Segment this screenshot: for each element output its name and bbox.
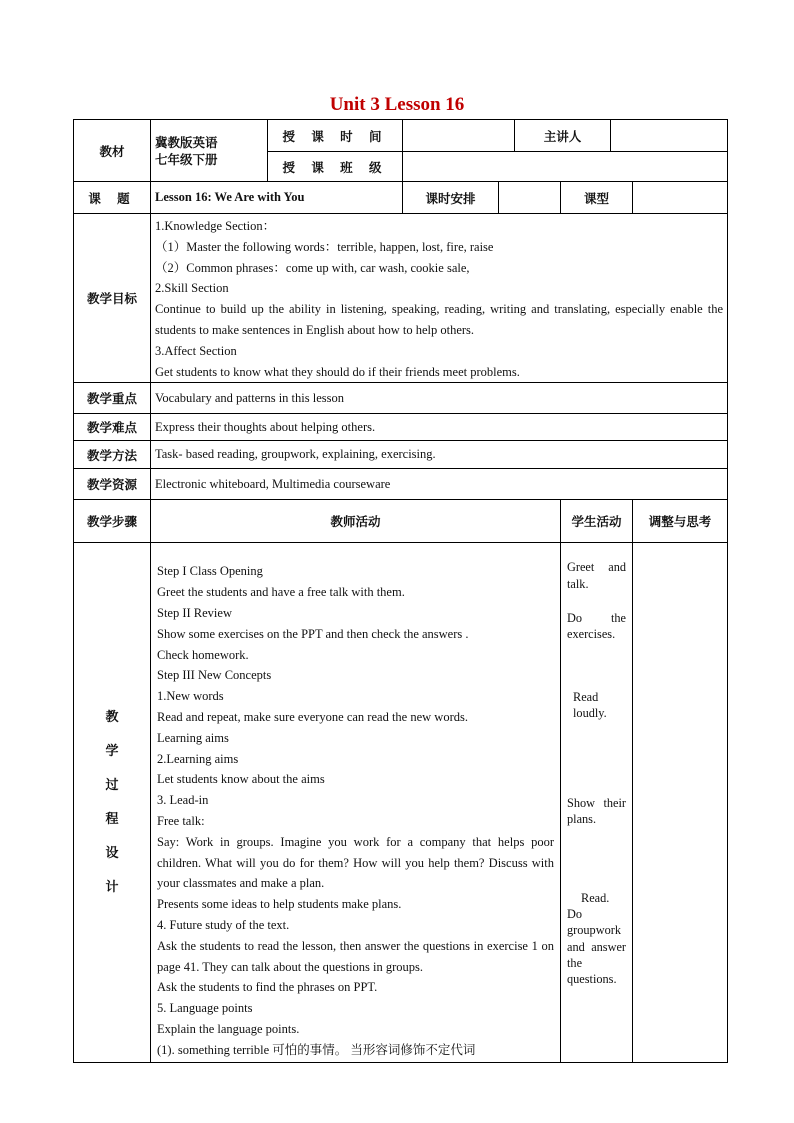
teacher-line: Show some exercises on the PPT and then check the answers . [157, 626, 469, 641]
teacher-line: Step III New Concepts [157, 668, 272, 683]
type-value [633, 182, 728, 214]
objective-line: 1.Knowledge Section： [155, 219, 276, 233]
teacher-line: 1.New words [157, 689, 224, 704]
teacher-line: Check homework. [157, 647, 249, 662]
textbook-value-line2: 七年级下册 [155, 151, 218, 167]
teacher-line: 4. Future study of the text. [157, 917, 290, 932]
teacher-line: 5. Language points [157, 1001, 253, 1016]
teacher-line: Step II Review [157, 605, 232, 620]
teacher-line: Ask the students to read the lesson, then answer the questions in exercise 1 on page 41. They can talk about the questions in groups. [157, 938, 554, 974]
objective-line: （2）Common phrases：come up with, car wash, cookie sale, [155, 260, 470, 275]
teacher-line: Greet the students and have a free talk with them. [157, 585, 405, 600]
teach-time-value [403, 120, 515, 152]
lesson-plan-table [73, 119, 728, 1063]
student-activity-header: 学生活动 [561, 500, 633, 543]
student-activity: Show their plans. [567, 796, 627, 827]
teach-class-value [403, 152, 728, 182]
student-activity: Read loudly. [573, 689, 607, 720]
objective-line: （1）Master the following words：terrible, happen, lost, fire, raise [155, 239, 494, 254]
objectives-content [151, 214, 728, 383]
schedule-value [499, 182, 561, 214]
type-label: 课型 [561, 182, 633, 214]
teacher-line: Say: Work in groups. Imagine you work for a company that helps poor children. What will you do for them? How will you help them? Discuss with your classmates and make a plan. [157, 834, 554, 891]
teacher-line: (1). something terrible 可怕的事情。 当形容词修饰不定代词 [157, 1042, 476, 1057]
objective-line: Continue to build up the ability in listening, speaking, reading, writing and translating, especially enable the students to make sentences in English about how to help others. [155, 302, 724, 337]
teacher-line: Presents some ideas to help students make plans. [157, 897, 402, 912]
process-label-char: 计 [105, 879, 119, 895]
difficulties-value: Express their thoughts about helping others. [151, 414, 728, 441]
teach-time-label: 授 课 时 间 [268, 120, 403, 152]
process-label-char: 过 [105, 777, 119, 793]
student-activity-content [561, 543, 633, 1063]
topic-value: Lesson 16: We Are with You [151, 182, 403, 214]
objective-line: 2.Skill Section [155, 281, 229, 296]
student-activity: Do the exercises. [567, 610, 627, 642]
textbook-label: 教材 [74, 120, 151, 182]
process-label-char: 教 [105, 709, 119, 725]
lecturer-label: 主讲人 [515, 120, 611, 152]
teach-class-label: 授 课 班 级 [268, 152, 403, 182]
topic-label: 课 题 [74, 182, 151, 214]
steps-header: 教学步骤 [74, 500, 151, 543]
resources-value: Electronic whiteboard, Multimedia courseware [151, 469, 728, 500]
process-label-char: 程 [105, 811, 119, 827]
teacher-activity-header: 教师活动 [151, 500, 561, 543]
schedule-label: 课时安排 [403, 182, 499, 214]
teacher-line: Let students know about the aims [157, 772, 325, 787]
student-activity: Do groupwork and answer the questions. [567, 907, 627, 987]
objectives-label: 教学目标 [74, 214, 151, 383]
process-label-char: 学 [105, 743, 119, 759]
reflection-header: 调整与思考 [633, 500, 728, 543]
textbook-value-line1: 冀教版英语 [155, 134, 218, 150]
teacher-line: 2.Learning aims [157, 751, 239, 766]
teacher-line: Free talk: [157, 813, 205, 828]
textbook-value [151, 120, 268, 182]
teacher-line: 3. Lead-in [157, 793, 209, 808]
teacher-line: Step I Class Opening [157, 564, 263, 579]
methods-label: 教学方法 [74, 441, 151, 469]
student-activity: Read. [581, 890, 610, 905]
teacher-line: Ask the students to find the phrases on PPT. [157, 980, 378, 995]
page-title: Unit 3 Lesson 16 [329, 94, 465, 115]
difficulties-label: 教学难点 [74, 414, 151, 441]
resources-label: 教学资源 [74, 469, 151, 500]
teacher-line: Learning aims [157, 730, 229, 745]
teacher-activity-content [151, 543, 561, 1063]
process-design-label [74, 543, 151, 1063]
methods-value: Task- based reading, groupwork, explaining, exercising. [151, 441, 728, 469]
objective-line: Get students to know what they should do if their friends meet problems. [155, 364, 520, 379]
reflection-content [633, 543, 728, 1063]
key-points-value: Vocabulary and patterns in this lesson [151, 383, 728, 414]
teacher-line: Explain the language points. [157, 1021, 300, 1036]
process-label-char: 设 [105, 845, 119, 861]
student-activity: Greet and talk. [567, 560, 627, 591]
lecturer-value [611, 120, 728, 152]
teacher-line: Read and repeat, make sure everyone can read the new words. [157, 709, 468, 724]
key-points-label: 教学重点 [74, 383, 151, 414]
objective-line: 3.Affect Section [155, 343, 237, 358]
